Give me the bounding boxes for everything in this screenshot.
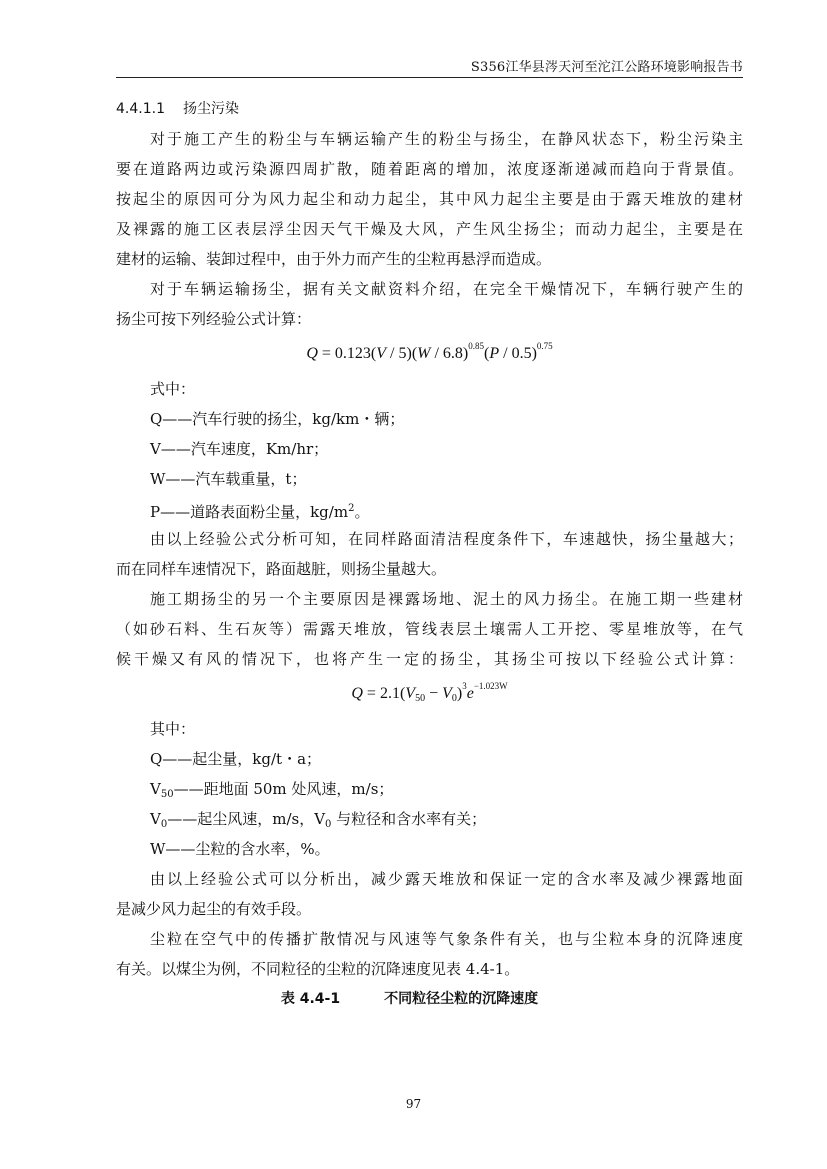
paragraph-line: （如砂石料、生石灰等）需露天堆放，管线表层土壤需人工开挖、零星堆放等，在气 [116, 620, 743, 638]
paragraph-line: 按起尘的原因可分为风力起尘和动力起尘，其中风力起尘主要是由于露天堆放的建材 [116, 190, 743, 208]
section-number: 4.4.1.1 [116, 101, 165, 117]
variable-text: V [150, 810, 161, 828]
formula-text: = 0.123( [317, 345, 377, 362]
formula-exponent: 0.85 [468, 341, 485, 351]
formula-symbol: V [442, 685, 452, 702]
formula-symbol: P [489, 345, 500, 362]
formula-text: / 5)( [386, 345, 418, 362]
formula-symbol: Q [351, 685, 363, 702]
page-number: 97 [405, 1097, 422, 1111]
table-number: 表 4.4-1 [280, 991, 341, 1007]
formula-text: = 2.1( [362, 685, 406, 702]
variable-superscript: 2 [348, 503, 355, 514]
paragraph-line: 扬尘可按下列经验公式计算： [116, 310, 312, 328]
formula-text: ) [456, 685, 463, 702]
variable-text: 。 [354, 503, 370, 521]
variable-text: P——道路表面粉尘量，kg/m [150, 503, 349, 521]
page-body [116, 94, 743, 1014]
formula-symbol: Q [306, 345, 318, 362]
variable-subscript: 50 [160, 789, 174, 800]
formula-subscript: 0 [451, 693, 457, 704]
running-header: S356江华县涔天河至沱江公路环境影响报告书 [470, 60, 743, 75]
variable-subscript: 0 [325, 819, 332, 830]
formula-exponent: −1.023W [473, 681, 508, 691]
variable-text: ——起尘风速，m/s，V [167, 810, 326, 828]
variable-definition: W——尘粒的含水率，%。 [150, 840, 330, 858]
variable-subscript: 0 [160, 819, 168, 830]
paragraph-line: 有关。以煤尘为例，不同粒径的尘粒的沉降速度见表 4.4-1。 [116, 960, 520, 978]
variable-definition: V——汽车速度，Km/hr； [150, 440, 329, 458]
formula-text: − [425, 685, 443, 702]
paragraph-line: 施工期扬尘的另一个主要原因是裸露场地、泥土的风力扬尘。在施工期一些建材 [150, 590, 743, 608]
where-label: 其中： [150, 720, 196, 738]
variable-definition: Q——汽车行驶的扬尘，kg/km・辆； [150, 410, 405, 428]
formula-symbol: V [376, 345, 387, 362]
variable-text: V [150, 780, 161, 798]
paragraph-line: 而在同样车速情况下，路面越脏，则扬尘量越大。 [116, 560, 447, 578]
section-heading [116, 94, 743, 124]
variable-definition [116, 774, 743, 804]
formula-text: ( [484, 345, 490, 362]
formula-text: / 6.8) [430, 345, 469, 362]
variable-definition: W——汽车载重量，t； [150, 470, 307, 488]
header-rule [116, 77, 743, 78]
variable-definition: Q——起尘量，kg/t・a； [150, 750, 322, 768]
section-title: 扬尘污染 [182, 101, 239, 117]
formula-symbol: V [405, 685, 416, 702]
where-label: 式中： [150, 380, 196, 398]
paragraph-line: 建材的运输、装卸过程中，由于外力而产生的尘粒再悬浮而造成。 [116, 250, 552, 268]
variable-text: ——距地面 50m 处风速，m/s； [173, 780, 394, 798]
variable-definition [116, 494, 743, 524]
paragraph-line: 尘粒在空气中的传播扩散情况与风速等气象条件有关，也与尘粒本身的沉降速度 [150, 930, 743, 948]
formula-subscript: 50 [415, 693, 426, 704]
formula-symbol: W [417, 345, 431, 362]
formula-exponent: 3 [462, 681, 467, 691]
formula-symbol: e [466, 685, 474, 702]
formula-text: / 0.5) [499, 345, 537, 362]
paragraph-line: 要在道路两边或污染源四周扩散，随着距离的增加，浓度逐渐递减而趋向于背景值。 [116, 160, 743, 178]
table-title: 不同粒径尘粒的沉降速度 [384, 991, 539, 1007]
variable-definition [116, 804, 743, 834]
paragraph-line: 及裸露的施工区表层浮尘因天气干燥及大风，产生风尘扬尘；而动力起尘，主要是在 [116, 220, 743, 238]
paragraph-line: 是减少风力起尘的有效手段。 [116, 900, 312, 918]
table-caption [76, 984, 743, 1014]
formula-vehicle-dust [116, 334, 743, 374]
variable-text: 与粒径和含水率有关； [331, 810, 487, 828]
formula-exponent: 0.75 [536, 341, 553, 351]
formula-wind-dust [116, 674, 743, 714]
paragraph-line: 对于车辆运输扬尘，据有关文献资料介绍，在完全干燥情况下，车辆行驶产生的 [150, 280, 743, 298]
paragraph-line: 对于施工产生的粉尘与车辆运输产生的粉尘与扬尘，在静风状态下，粉尘污染主 [150, 130, 743, 148]
paragraph-line: 由以上经验公式分析可知，在同样路面清洁程度条件下，车速越快，扬尘量越大； [150, 530, 743, 548]
paragraph-line: 候干燥又有风的情况下，也将产生一定的扬尘，其扬尘可按以下经验公式计算： [116, 650, 743, 668]
paragraph-line: 由以上经验公式可以分析出，减少露天堆放和保证一定的含水率及减少裸露地面 [150, 870, 743, 888]
